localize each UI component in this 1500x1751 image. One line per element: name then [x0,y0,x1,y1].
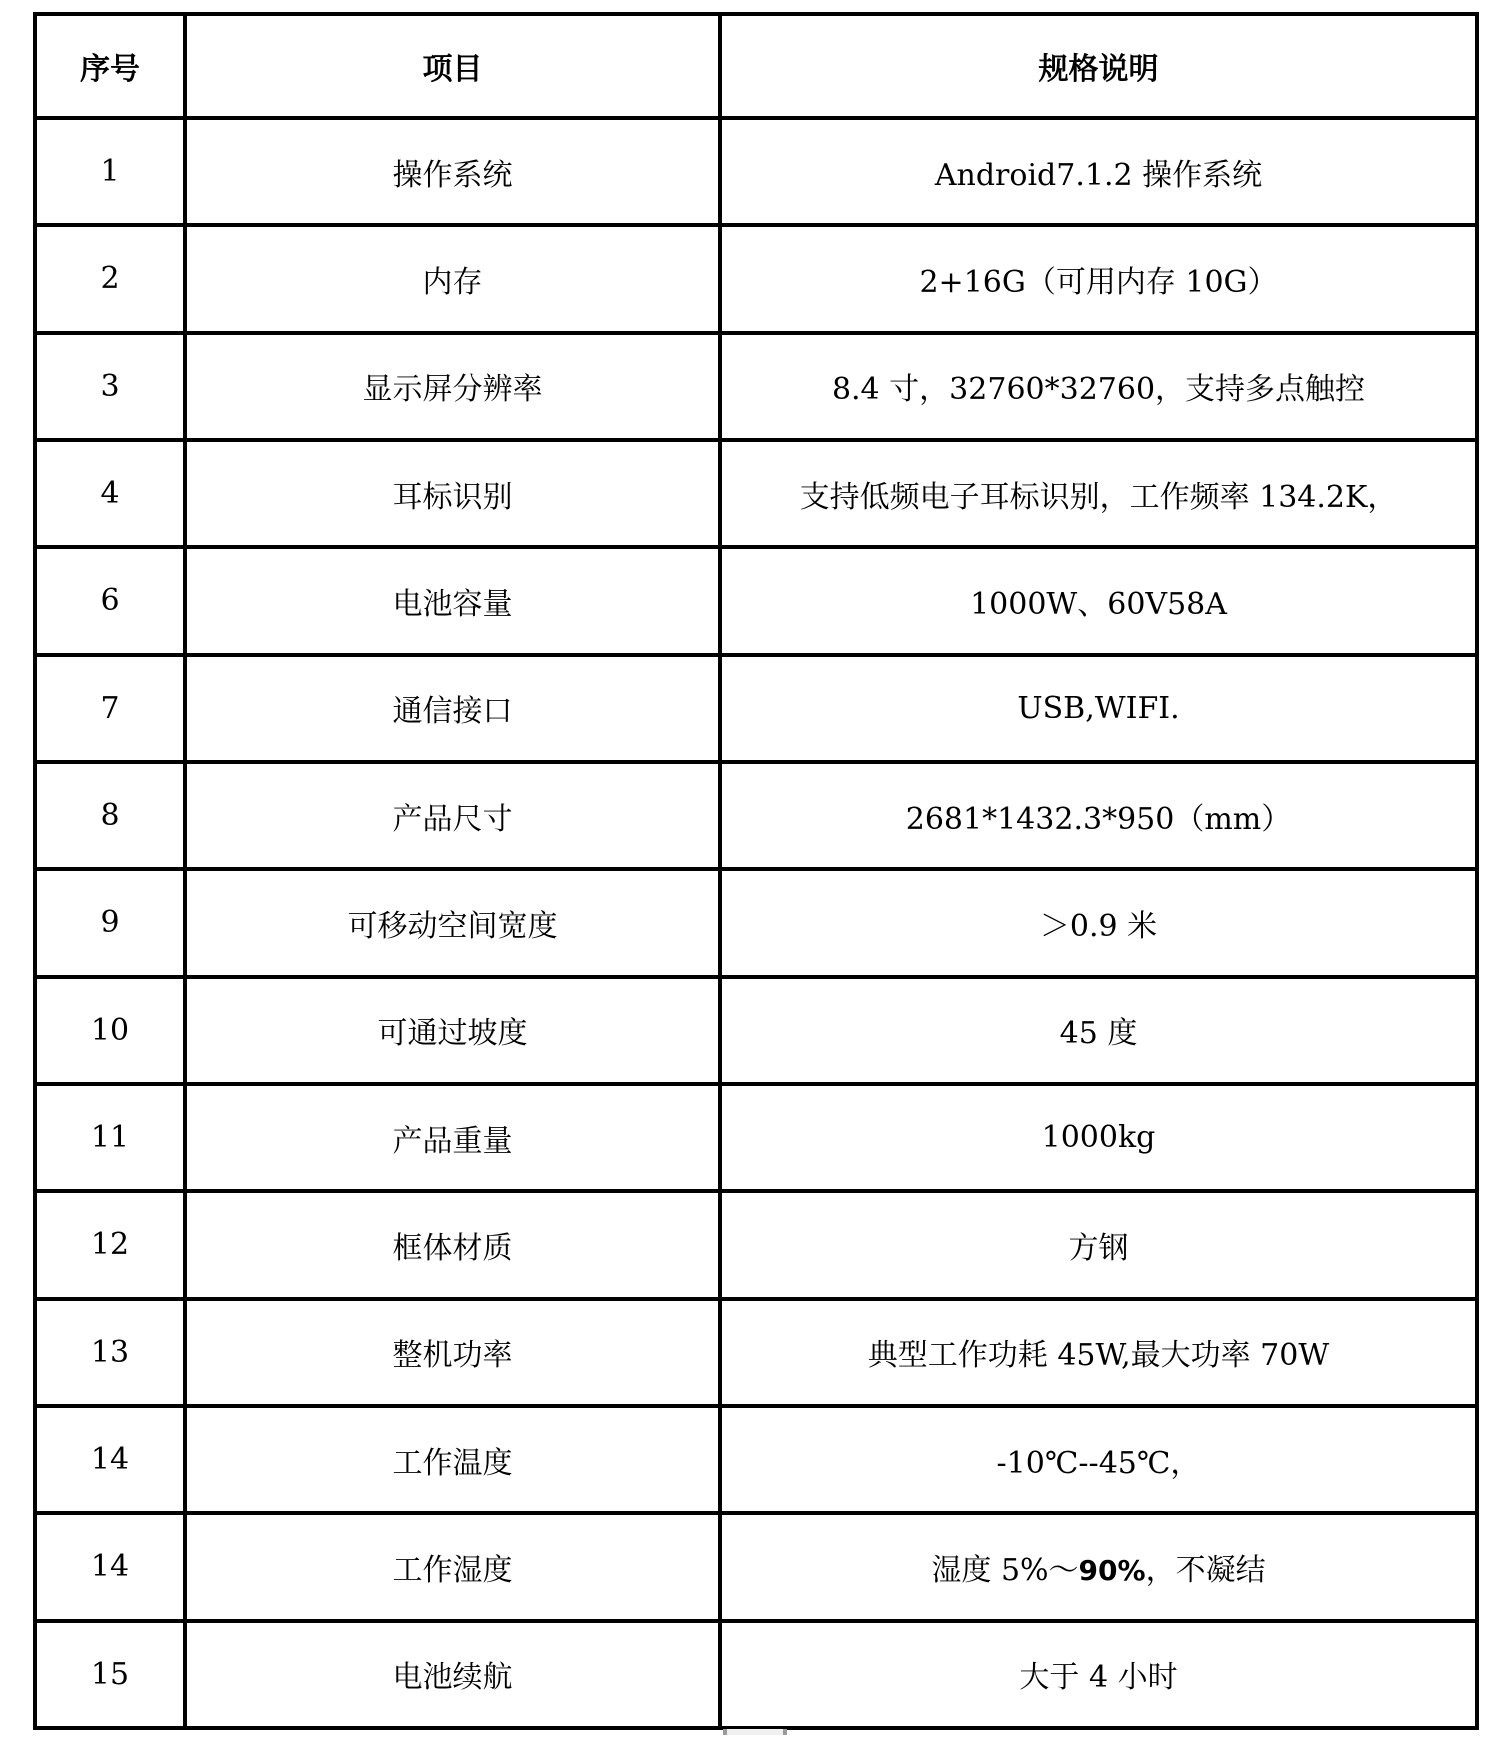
row-spec-cell: 大于 4 小时 [720,1621,1477,1728]
scroll-artifact-left-cap [723,1729,727,1735]
scroll-artifact-right-cap [783,1729,787,1735]
row-spec-cell: 2+16G（可用内存 10G） [720,225,1477,332]
table-row [35,547,1477,654]
table-row [35,977,1477,1084]
row-item-cell: 产品尺寸 [185,762,720,869]
table-row [35,440,1477,547]
table-row [35,1084,1477,1191]
table-row [35,1299,1477,1406]
header-cell-spec: 规格说明 [720,14,1477,118]
row-number-cell: 12 [35,1191,185,1298]
row-number-cell: 2 [35,225,185,332]
scroll-artifact [723,1729,787,1735]
spec-table-body [35,118,1477,1728]
row-number-cell: 6 [35,547,185,654]
row-spec-cell: USB,WIFI. [720,655,1477,762]
row-item-cell: 内存 [185,225,720,332]
header-row [35,14,1477,118]
row-spec-cell: 8.4 寸，32760*32760，支持多点触控 [720,333,1477,440]
spec-segment: 湿度 5%～ [931,1552,1079,1588]
table-row [35,762,1477,869]
row-number-cell: 10 [35,977,185,1084]
row-item-cell: 操作系统 [185,118,720,225]
spec-segment: ，不凝结 [1145,1552,1266,1588]
table-row [35,1621,1477,1728]
row-item-cell: 电池容量 [185,547,720,654]
row-number-cell: 7 [35,655,185,762]
row-spec-cell: ＞0.9 米 [720,869,1477,976]
row-spec-cell: -10℃--45℃， [720,1406,1477,1513]
spec-table-header [35,14,1477,118]
row-item-cell: 产品重量 [185,1084,720,1191]
table-row [35,225,1477,332]
row-number-cell: 13 [35,1299,185,1406]
row-item-cell: 通信接口 [185,655,720,762]
row-number-cell: 15 [35,1621,185,1728]
row-spec-cell: 支持低频电子耳标识别，工作频率 134.2K， [720,440,1477,547]
row-item-cell: 显示屏分辨率 [185,333,720,440]
spec-segment-sans: 90% [1078,1553,1146,1587]
row-item-cell: 整机功率 [185,1299,720,1406]
table-row [35,1406,1477,1513]
table-row [35,333,1477,440]
spec-table [33,12,1479,1730]
table-row [35,118,1477,225]
row-item-cell: 工作温度 [185,1406,720,1513]
row-number-cell: 14 [35,1513,185,1620]
row-item-cell: 电池续航 [185,1621,720,1728]
row-spec-cell: 方钢 [720,1191,1477,1298]
row-item-cell: 耳标识别 [185,440,720,547]
table-row [35,655,1477,762]
table-row [35,1191,1477,1298]
row-spec-cell: 45 度 [720,977,1477,1084]
header-cell-item: 项目 [185,14,720,118]
row-number-cell: 9 [35,869,185,976]
header-cell-no: 序号 [35,14,185,118]
row-number-cell: 14 [35,1406,185,1513]
row-spec-cell: 典型工作功耗 45W,最大功率 70W [720,1299,1477,1406]
row-number-cell: 1 [35,118,185,225]
row-number-cell: 3 [35,333,185,440]
row-spec-cell: Android7.1.2 操作系统 [720,118,1477,225]
row-item-cell: 框体材质 [185,1191,720,1298]
row-number-cell: 11 [35,1084,185,1191]
row-item-cell: 可移动空间宽度 [185,869,720,976]
row-spec-cell [720,1513,1477,1620]
row-spec-cell: 2681*1432.3*950（mm） [720,762,1477,869]
row-number-cell: 8 [35,762,185,869]
row-number-cell: 4 [35,440,185,547]
table-row [35,869,1477,976]
table-row [35,1513,1477,1620]
row-spec-cell: 1000kg [720,1084,1477,1191]
row-item-cell: 可通过坡度 [185,977,720,1084]
row-item-cell: 工作湿度 [185,1513,720,1620]
row-spec-cell: 1000W、60V58A [720,547,1477,654]
